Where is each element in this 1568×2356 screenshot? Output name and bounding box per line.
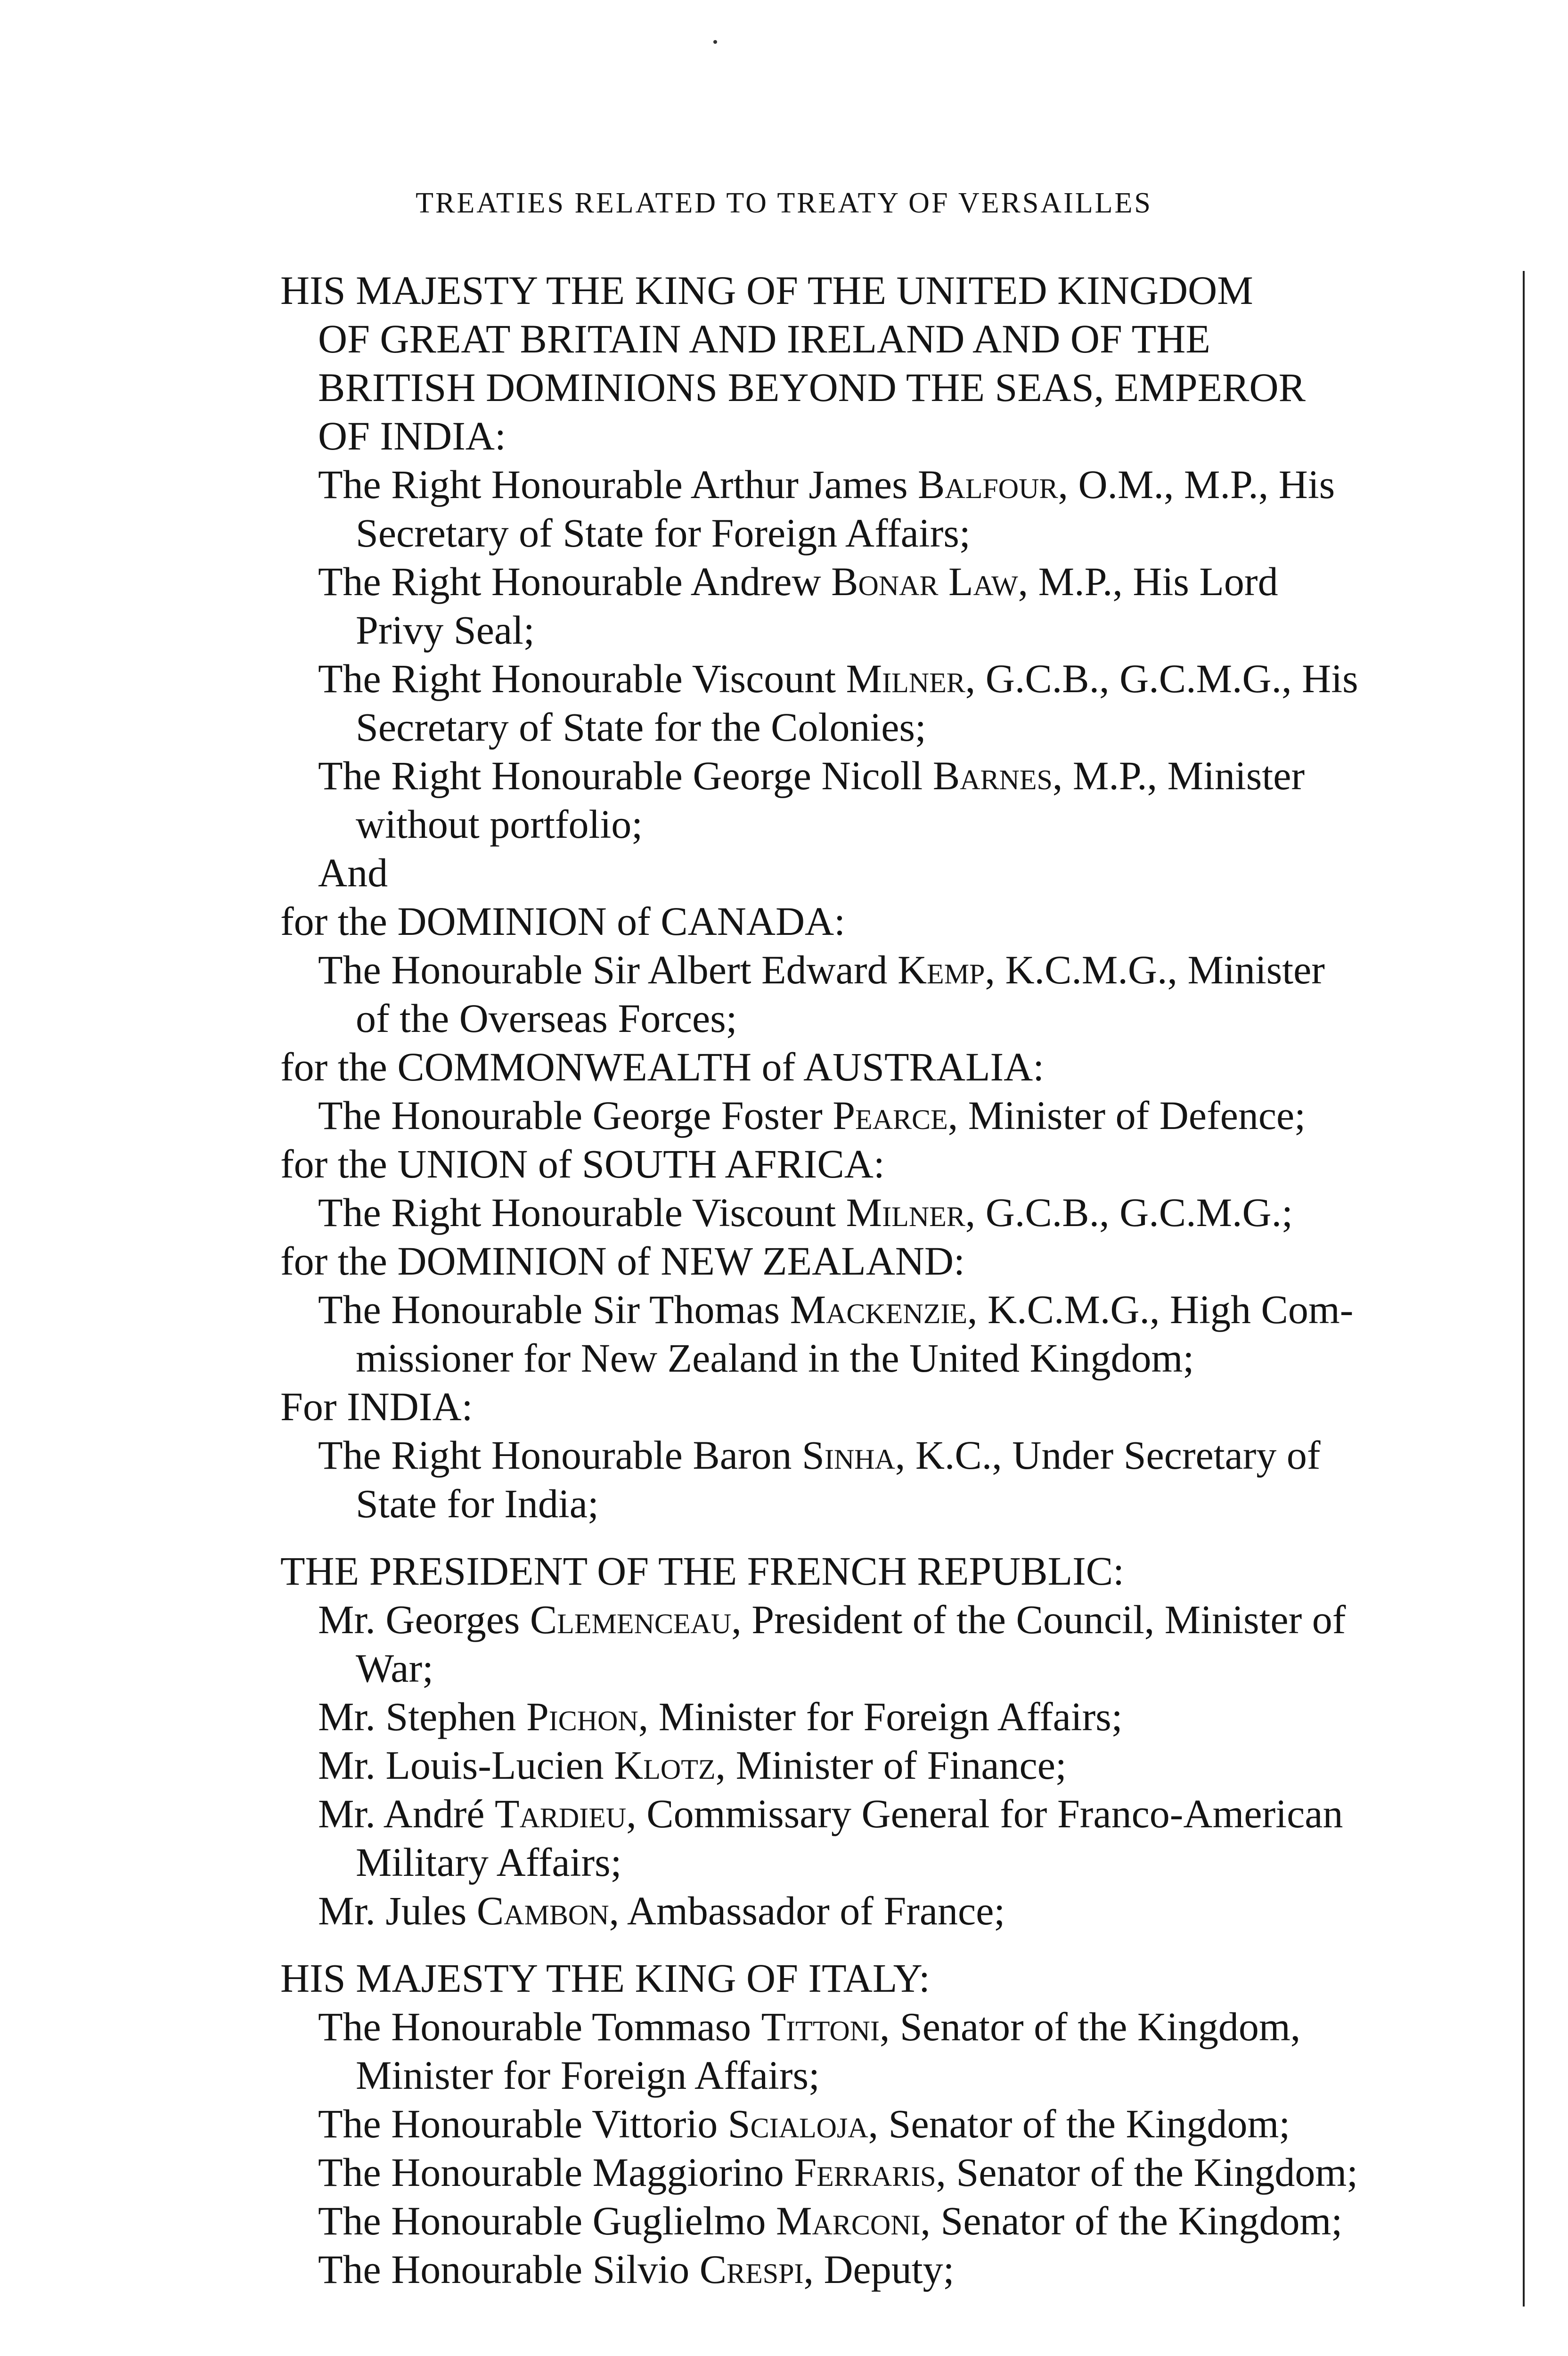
surname: Milner: [846, 656, 965, 701]
line-text: Secretary of State for Foreign Affairs;: [356, 510, 971, 556]
text-line: [318, 849, 1515, 897]
line-text: Minister for Foreign Affairs;: [356, 2053, 820, 2098]
treaty-plenipotentiaries-text: [280, 266, 1515, 2294]
surname: Pichon: [526, 1694, 638, 1739]
surname: Pearce: [833, 1093, 948, 1138]
text-line: [318, 2100, 1515, 2148]
text-line: [356, 1480, 1515, 1528]
surname: Klotz: [614, 1742, 716, 1788]
line-text: , G.C.B., G.C.M.G.;: [965, 1190, 1293, 1235]
text-line: [318, 1790, 1515, 1838]
line-text: , K.C., Under Secretary of: [895, 1432, 1321, 1478]
text-line: [280, 1140, 1515, 1188]
line-text: Mr. Jules: [318, 1888, 477, 1933]
margin-rule: [1523, 271, 1525, 2307]
surname: Sinha: [802, 1432, 895, 1478]
line-text: , Senator of the Kingdom;: [936, 2150, 1358, 2195]
surname: Mackenzie: [790, 1287, 967, 1332]
line-text: The Right Honourable Viscount: [318, 1190, 846, 1235]
text-line: [318, 363, 1515, 412]
surname: Kemp: [897, 947, 985, 992]
line-text: , Senator of the Kingdom;: [868, 2101, 1290, 2146]
line-text: State for India;: [356, 1481, 599, 1526]
ink-speck: [713, 40, 717, 44]
text-line: [318, 1887, 1515, 1935]
line-text: War;: [356, 1645, 433, 1691]
line-text: The Right Honourable Arthur James: [318, 462, 918, 507]
text-line: [280, 1043, 1515, 1091]
text-line: [318, 2148, 1515, 2197]
text-line: [356, 1838, 1515, 1887]
line-text: Privy Seal;: [356, 607, 535, 653]
line-text: missioner for New Zealand in the United Kingdom;: [356, 1335, 1194, 1381]
line-text: , Minister of Finance;: [715, 1742, 1067, 1788]
text-line: [280, 1954, 1515, 2003]
line-text: Mr. Stephen: [318, 1694, 526, 1739]
line-text: For INDIA:: [280, 1384, 473, 1429]
line-text: , Deputy;: [803, 2247, 955, 2292]
line-text: of the Overseas Forces;: [356, 996, 737, 1041]
line-text: HIS MAJESTY THE KING OF THE UNITED KINGDOM: [280, 268, 1253, 313]
text-line: [356, 703, 1515, 752]
surname: Clemenceau: [530, 1597, 732, 1642]
line-text: BRITISH DOMINIONS BEYOND THE SEAS, EMPEROR: [318, 365, 1306, 410]
line-text: The Honourable George Foster: [318, 1093, 833, 1138]
surname: Milner: [846, 1190, 965, 1235]
text-line: [356, 1334, 1515, 1383]
line-text: , Ambassador of France;: [609, 1888, 1005, 1933]
text-line: [356, 800, 1515, 849]
line-text: The Honourable Maggiorino: [318, 2150, 794, 2195]
line-text: , K.C.M.G., Minister: [985, 947, 1325, 992]
line-text: , G.C.B., G.C.M.G., His: [965, 656, 1358, 701]
line-text: HIS MAJESTY THE KING OF ITALY:: [280, 1955, 930, 2001]
line-text: for the DOMINION of CANADA:: [280, 899, 846, 944]
text-line: [280, 1547, 1515, 1595]
line-text: Secretary of State for the Colonies;: [356, 704, 926, 750]
surname: Balfour: [918, 462, 1058, 507]
line-text: The Right Honourable Viscount: [318, 656, 846, 701]
surname: Scialoja: [727, 2101, 868, 2146]
line-text: OF INDIA:: [318, 413, 506, 458]
text-line: [318, 654, 1515, 703]
line-text: , M.P., His Lord: [1018, 559, 1278, 604]
line-text: , Senator of the Kingdom;: [920, 2198, 1343, 2243]
text-line: [318, 1595, 1515, 1644]
text-line: [318, 1431, 1515, 1480]
surname: Tittoni: [761, 2004, 880, 2049]
text-line: [318, 412, 1515, 460]
surname: Marconi: [776, 2198, 921, 2243]
line-text: , Senator of the Kingdom,: [879, 2004, 1301, 2049]
line-text: , K.C.M.G., High Com-: [967, 1287, 1354, 1332]
line-text: The Honourable Sir Thomas: [318, 1287, 790, 1332]
text-line: [318, 1091, 1515, 1140]
text-line: [280, 897, 1515, 946]
line-text: The Honourable Silvio: [318, 2247, 700, 2292]
line-text: The Honourable Vittorio: [318, 2101, 728, 2146]
line-text: The Honourable Sir Albert Edward: [318, 947, 898, 992]
text-line: [318, 460, 1515, 509]
text-line: [280, 266, 1515, 315]
text-line: [318, 2245, 1515, 2294]
text-line: [318, 1741, 1515, 1790]
line-text: Mr. Louis-Lucien: [318, 1742, 614, 1788]
surname: Crespi: [699, 2247, 804, 2292]
text-line: [356, 1644, 1515, 1693]
running-head: TREATIES RELATED TO TREATY OF VERSAILLES: [416, 187, 1152, 219]
line-text: The Right Honourable George Nicoll: [318, 753, 933, 798]
surname: Barnes: [932, 753, 1053, 798]
line-text: The Honourable Tommaso: [318, 2004, 761, 2049]
line-text: for the DOMINION of NEW ZEALAND:: [280, 1238, 965, 1284]
surname: Tardieu: [495, 1791, 627, 1836]
line-text: , M.P., Minister: [1052, 753, 1305, 798]
text-line: [356, 994, 1515, 1043]
line-text: , Minister of Defence;: [947, 1093, 1306, 1138]
line-text: The Honourable Guglielmo: [318, 2198, 776, 2243]
text-line: [318, 1693, 1515, 1741]
text-line: [318, 557, 1515, 606]
line-text: THE PRESIDENT OF THE FRENCH REPUBLIC:: [280, 1548, 1125, 1594]
line-text: for the COMMONWEALTH of AUSTRALIA:: [280, 1044, 1045, 1089]
text-line: [318, 2197, 1515, 2245]
text-line: [318, 2003, 1515, 2051]
text-line: [280, 1237, 1515, 1285]
line-text: without portfolio;: [356, 802, 643, 847]
text-line: [318, 1285, 1515, 1334]
line-text: Military Affairs;: [356, 1840, 622, 1885]
text-line: [356, 606, 1515, 654]
line-text: The Right Honourable Baron: [318, 1432, 802, 1478]
line-text: , President of the Council, Minister of: [731, 1597, 1346, 1642]
surname: Cambon: [476, 1888, 609, 1933]
line-text: OF GREAT BRITAIN AND IRELAND AND OF THE: [318, 316, 1210, 361]
surname: Ferraris: [794, 2150, 936, 2195]
line-text: for the UNION of SOUTH AFRICA:: [280, 1141, 885, 1186]
line-text: , Commissary General for Franco-American: [626, 1791, 1343, 1836]
text-line: [318, 946, 1515, 994]
text-line: [280, 1383, 1515, 1431]
line-text: The Right Honourable Andrew: [318, 559, 832, 604]
text-line: [318, 1188, 1515, 1237]
line-text: And: [318, 850, 388, 895]
line-text: Mr. Georges: [318, 1597, 530, 1642]
line-text: Mr. André: [318, 1791, 495, 1836]
surname: Bonar Law: [831, 559, 1018, 604]
text-line: [318, 315, 1515, 363]
text-line: [356, 509, 1515, 557]
line-text: , Minister for Foreign Affairs;: [638, 1694, 1123, 1739]
line-text: , O.M., M.P., His: [1058, 462, 1335, 507]
text-line: [356, 2051, 1515, 2100]
text-line: [318, 752, 1515, 800]
